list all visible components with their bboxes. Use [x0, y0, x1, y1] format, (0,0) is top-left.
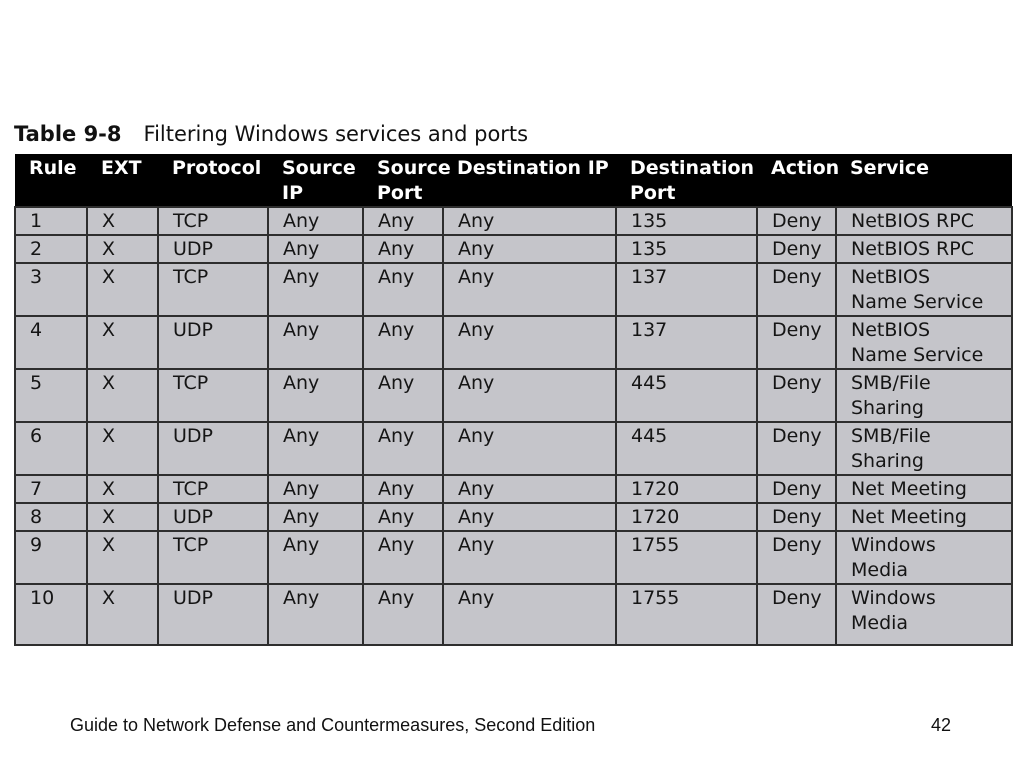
table-row: [15, 263, 1012, 316]
cell-destination-ip: Any: [443, 207, 616, 235]
cell-protocol: UDP: [158, 503, 268, 531]
cell-action: Deny: [757, 531, 836, 584]
cell-ext: X: [87, 369, 158, 422]
cell-service: NetBIOS Name Service: [836, 316, 1012, 369]
cell-ext: X: [87, 207, 158, 235]
cell-source-ip: Any: [268, 422, 363, 475]
cell-source-port: Any: [363, 422, 443, 475]
cell-destination-ip: Any: [443, 503, 616, 531]
cell-source-port: Any: [363, 235, 443, 263]
header-row: [15, 154, 1012, 207]
cell-source-ip: Any: [268, 503, 363, 531]
cell-source-port: Any: [363, 475, 443, 503]
cell-protocol: TCP: [158, 475, 268, 503]
cell-destination-ip: Any: [443, 369, 616, 422]
table-row: [15, 503, 1012, 531]
cell-destination-port: 1755: [616, 531, 757, 584]
cell-destination-port: 445: [616, 369, 757, 422]
header-ext: EXT: [87, 154, 158, 207]
cell-ext: X: [87, 422, 158, 475]
table-row: [15, 316, 1012, 369]
cell-source-port: Any: [363, 316, 443, 369]
cell-action: Deny: [757, 207, 836, 235]
cell-rule: 7: [15, 475, 87, 503]
cell-source-ip: Any: [268, 531, 363, 584]
cell-service: NetBIOS Name Service: [836, 263, 1012, 316]
cell-source-ip: Any: [268, 475, 363, 503]
cell-action: Deny: [757, 316, 836, 369]
cell-rule: 4: [15, 316, 87, 369]
header-source-port: Source Port: [363, 154, 443, 207]
cell-source-ip: Any: [268, 235, 363, 263]
cell-ext: X: [87, 263, 158, 316]
header-protocol: Protocol: [158, 154, 268, 207]
cell-service: NetBIOS RPC: [836, 207, 1012, 235]
cell-destination-ip: Any: [443, 531, 616, 584]
cell-service: SMB/File Sharing: [836, 369, 1012, 422]
cell-source-ip: Any: [268, 207, 363, 235]
header-destination-ip: Destination IP: [443, 154, 616, 207]
table-row: [15, 531, 1012, 584]
table-row: [15, 584, 1012, 645]
cell-action: Deny: [757, 422, 836, 475]
cell-destination-port: 1720: [616, 503, 757, 531]
header-service: Service: [836, 154, 1012, 207]
cell-protocol: UDP: [158, 316, 268, 369]
cell-destination-ip: Any: [443, 235, 616, 263]
cell-destination-port: 445: [616, 422, 757, 475]
cell-rule: 8: [15, 503, 87, 531]
table-row: [15, 235, 1012, 263]
cell-source-port: Any: [363, 584, 443, 645]
cell-protocol: TCP: [158, 207, 268, 235]
table-number: Table 9-8: [14, 122, 122, 146]
cell-action: Deny: [757, 235, 836, 263]
header-source-ip: Source IP: [268, 154, 363, 207]
cell-destination-ip: Any: [443, 584, 616, 645]
cell-destination-ip: Any: [443, 475, 616, 503]
cell-destination-port: 135: [616, 207, 757, 235]
cell-source-ip: Any: [268, 369, 363, 422]
cell-protocol: TCP: [158, 369, 268, 422]
cell-source-ip: Any: [268, 584, 363, 645]
cell-destination-port: 137: [616, 263, 757, 316]
cell-action: Deny: [757, 475, 836, 503]
table-row: [15, 422, 1012, 475]
cell-source-port: Any: [363, 369, 443, 422]
cell-service: SMB/File Sharing: [836, 422, 1012, 475]
table-caption: [14, 119, 528, 149]
cell-destination-port: 1755: [616, 584, 757, 645]
cell-ext: X: [87, 475, 158, 503]
cell-source-port: Any: [363, 503, 443, 531]
cell-protocol: UDP: [158, 235, 268, 263]
cell-service: Net Meeting: [836, 475, 1012, 503]
cell-rule: 5: [15, 369, 87, 422]
cell-protocol: UDP: [158, 422, 268, 475]
cell-ext: X: [87, 584, 158, 645]
cell-rule: 3: [15, 263, 87, 316]
cell-action: Deny: [757, 263, 836, 316]
cell-rule: 9: [15, 531, 87, 584]
cell-service: Net Meeting: [836, 503, 1012, 531]
cell-service: Windows Media: [836, 531, 1012, 584]
header-action: Action: [757, 154, 836, 207]
cell-ext: X: [87, 316, 158, 369]
cell-action: Deny: [757, 584, 836, 645]
cell-rule: 10: [15, 584, 87, 645]
cell-protocol: TCP: [158, 531, 268, 584]
cell-rule: 2: [15, 235, 87, 263]
cell-ext: X: [87, 531, 158, 584]
table-row: [15, 207, 1012, 235]
cell-action: Deny: [757, 503, 836, 531]
cell-protocol: TCP: [158, 263, 268, 316]
cell-source-ip: Any: [268, 316, 363, 369]
cell-destination-port: 1720: [616, 475, 757, 503]
page-number: 42: [931, 715, 952, 735]
filtering-table: [14, 154, 1013, 646]
table-title: Filtering Windows services and ports: [143, 122, 529, 146]
cell-action: Deny: [757, 369, 836, 422]
cell-source-ip: Any: [268, 263, 363, 316]
cell-source-port: Any: [363, 531, 443, 584]
cell-rule: 1: [15, 207, 87, 235]
cell-ext: X: [87, 235, 158, 263]
cell-rule: 6: [15, 422, 87, 475]
header-destination-port: Destination Port: [616, 154, 757, 207]
header-rule: Rule: [15, 154, 87, 207]
table-row: [15, 475, 1012, 503]
cell-service: Windows Media: [836, 584, 1012, 645]
slide-footer: Guide to Network Defense and Countermeasures, Second Edition: [70, 715, 596, 735]
cell-destination-ip: Any: [443, 316, 616, 369]
cell-source-port: Any: [363, 263, 443, 316]
cell-destination-port: 135: [616, 235, 757, 263]
cell-ext: X: [87, 503, 158, 531]
table-row: [15, 369, 1012, 422]
cell-source-port: Any: [363, 207, 443, 235]
cell-destination-ip: Any: [443, 263, 616, 316]
cell-destination-port: 137: [616, 316, 757, 369]
cell-protocol: UDP: [158, 584, 268, 645]
cell-service: NetBIOS RPC: [836, 235, 1012, 263]
cell-destination-ip: Any: [443, 422, 616, 475]
